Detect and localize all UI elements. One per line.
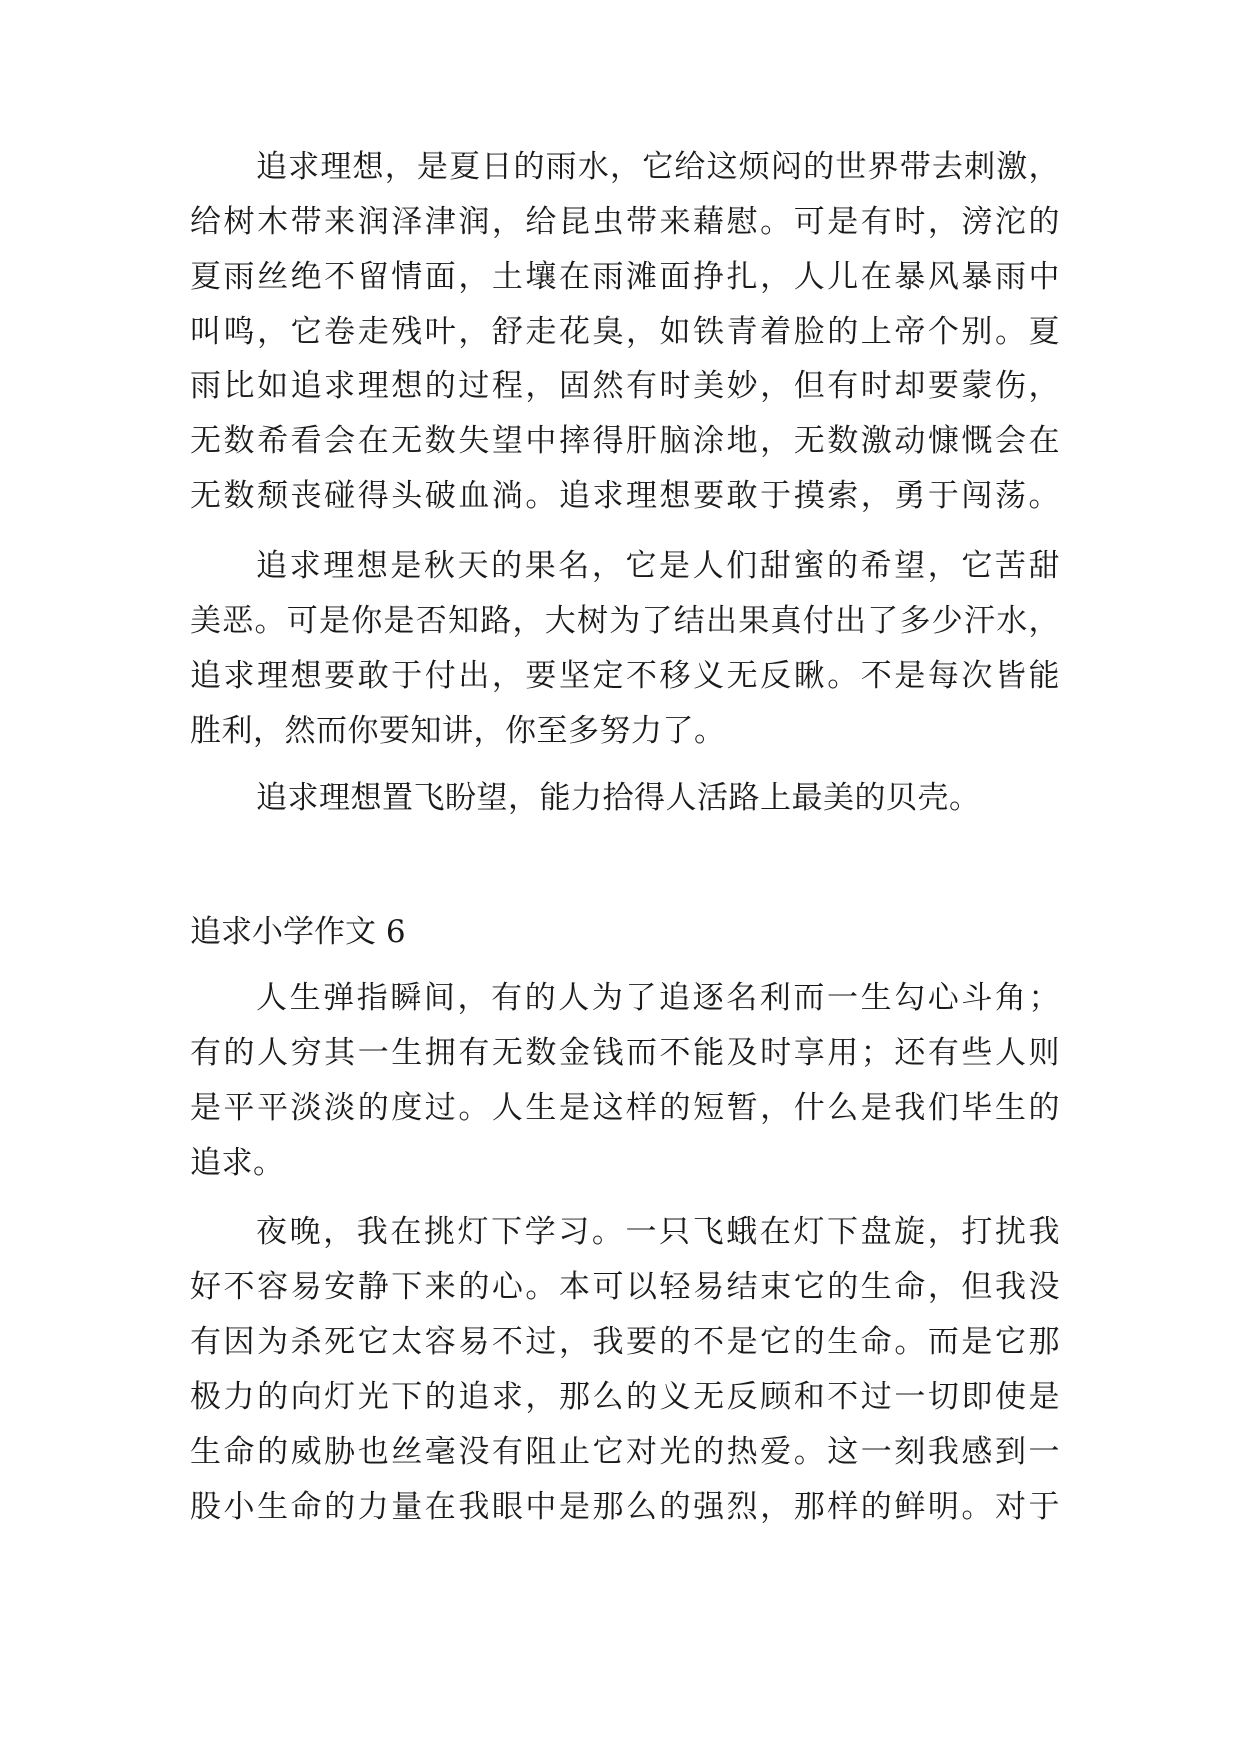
- paragraph-line: 好不容易安静下来的心。本可以轻易结束它的生命，但我没: [190, 1269, 1060, 1305]
- paragraph-line: 追求理想，是夏日的雨水，它给这烦闷的世界带去刺激，: [256, 149, 1060, 185]
- paragraph-line: 无数颓丧碰得头破血淌。追求理想要敢于摸索，勇于闯荡。: [190, 478, 1060, 514]
- paragraph-line: 雨比如追求理想的过程，固然有时美妙，但有时却要蒙伤，: [190, 368, 1060, 404]
- paragraph-line: 股小生命的力量在我眼中是那么的强烈，那样的鲜明。对于: [190, 1489, 1060, 1525]
- paragraph-line: 叫鸣，它卷走残叶，舒走花臭，如铁青着脸的上帝个别。夏: [190, 314, 1060, 350]
- paragraph-line: 无数希看会在无数失望中摔得肝脑涂地，无数激动慷慨会在: [190, 423, 1060, 459]
- paragraph-line: 美恶。可是你是否知路，大树为了结出果真付出了多少汗水，: [190, 603, 1060, 639]
- paragraph-line: 追求理想置飞盼望，能力拾得人活路上最美的贝壳。: [256, 780, 981, 816]
- paragraph-line: 人生弹指瞬间，有的人为了追逐名利而一生勾心斗角；: [256, 980, 1060, 1016]
- paragraph-line: 是平平淡淡的度过。人生是这样的短暂，什么是我们毕生的: [190, 1090, 1060, 1126]
- paragraph-line: 生命的威胁也丝毫没有阻止它对光的热爱。这一刻我感到一: [190, 1434, 1060, 1470]
- paragraph-line: 极力的向灯光下的追求，那么的义无反顾和不过一切即使是: [190, 1379, 1060, 1415]
- paragraph-line: 给树木带来润泽津润，给昆虫带来藉慰。可是有时，滂沱的: [190, 204, 1060, 240]
- paragraph-line: 追求理想是秋天的果名，它是人们甜蜜的希望，它苦甜: [256, 548, 1060, 584]
- paragraph-line: 追求。: [190, 1145, 285, 1181]
- section-title: 追求小学作文 6: [190, 914, 406, 950]
- paragraph-line: 夜晚，我在挑灯下学习。一只飞蛾在灯下盘旋，打扰我: [256, 1214, 1060, 1250]
- paragraph-line: 有的人穷其一生拥有无数金钱而不能及时享用；还有些人则: [190, 1035, 1060, 1071]
- paragraph-line: 有因为杀死它太容易不过，我要的不是它的生命。而是它那: [190, 1324, 1060, 1360]
- paragraph-line: 追求理想要敢于付出，要坚定不移义无反瞅。不是每次皆能: [190, 658, 1060, 694]
- paragraph-line: 胜利，然而你要知讲，你至多努力了。: [190, 713, 726, 749]
- paragraph-line: 夏雨丝绝不留情面，土壤在雨滩面挣扎，人儿在暴风暴雨中: [190, 259, 1060, 295]
